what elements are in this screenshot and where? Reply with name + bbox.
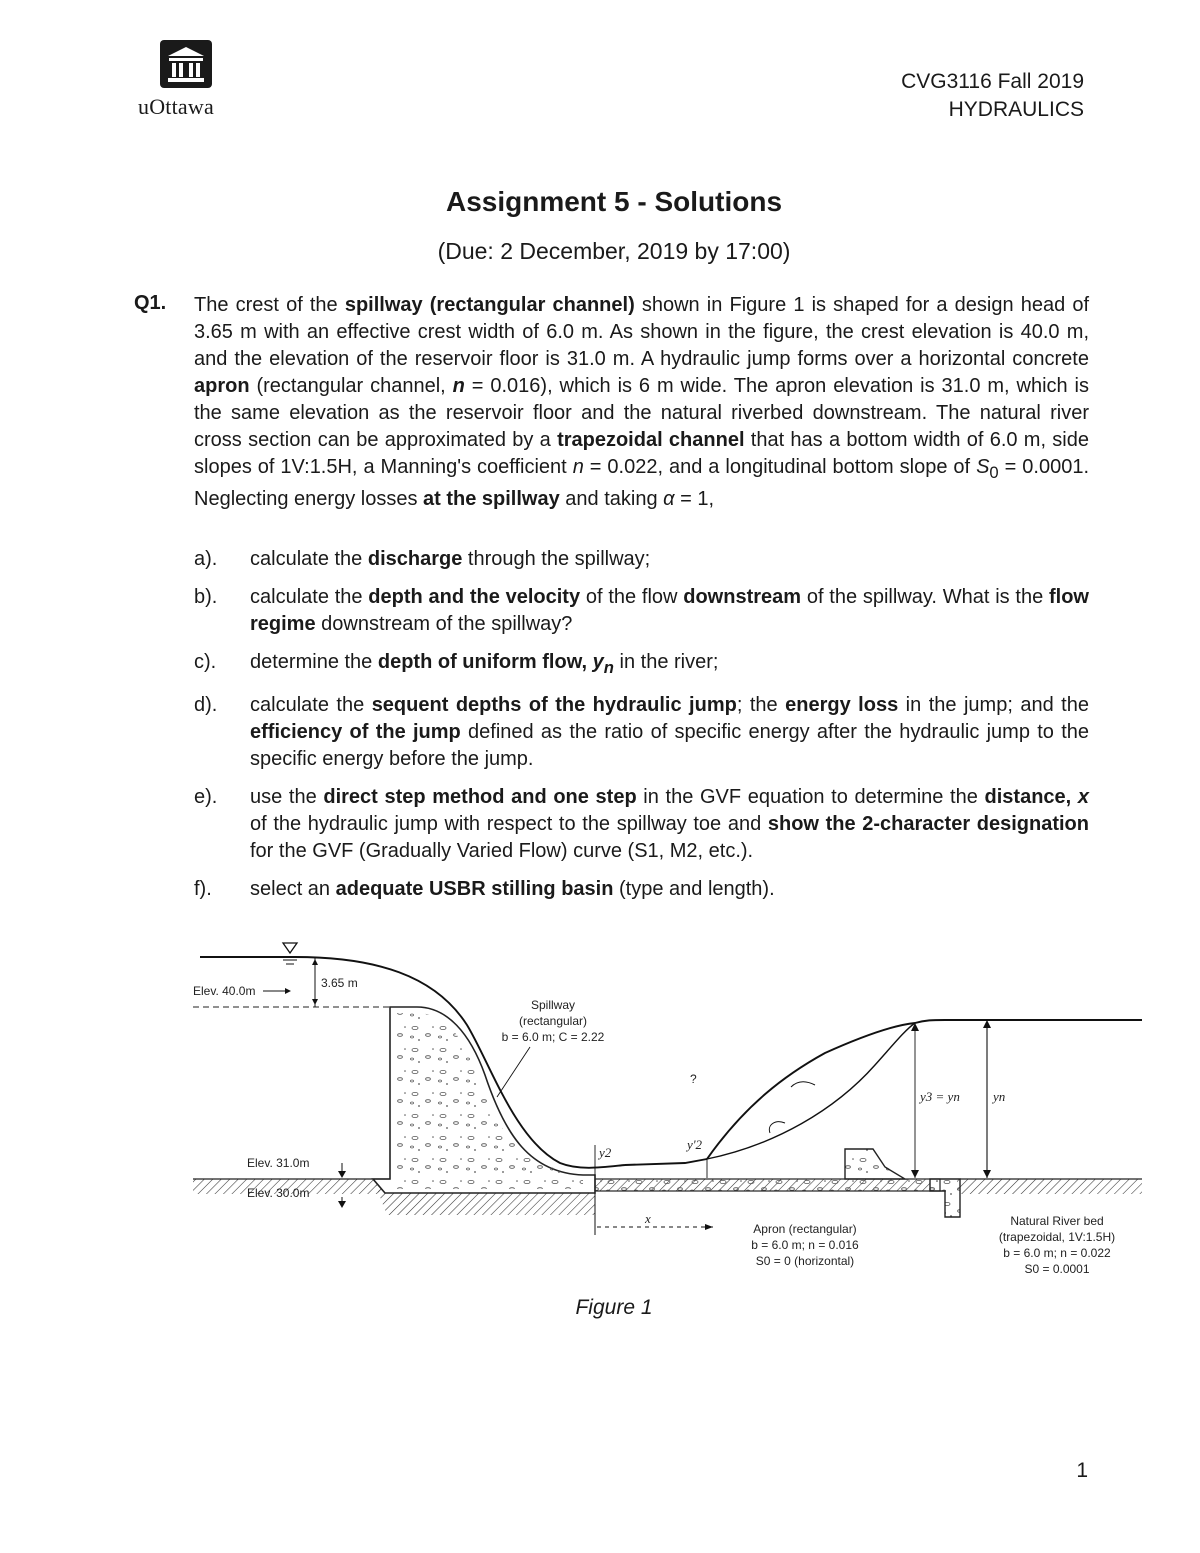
ground-hatch-right [957,1179,1142,1194]
river-label-line4: S0 = 0.0001 [1024,1262,1090,1276]
figure-caption: Figure 1 [575,1296,653,1319]
part-a: a). calculate the discharge through the spillway; [194,548,651,570]
head-label: 3.65 m [321,976,358,990]
river-label-line2: (trapezoidal, 1V:1.5H) [998,1230,1116,1244]
logo-text: uOttawa [138,94,214,119]
river-label-line1: Natural River bed [1010,1214,1104,1228]
hydraulic-jump-roller [707,1023,915,1159]
hydraulic-jump-lower [707,1023,915,1159]
question-mark: ? [690,1072,697,1086]
part-b: b). calculate the depth and the velocity of the flow downstream of the spillway. What is the flow regime downstream of the spillway? [194,586,1089,635]
part-d: d). calculate the sequent depths of the hydraulic jump; the energy loss in the jump; and the efficiency of the jump defined as the ratio of specific energy after the hydraulic jump to the specific energy before the jump. [194,694,1089,770]
part-e: e). use the direct step method and one step in the GVF equation to determine the distance, x of the hydraulic jump with respect to the spillway toe and show the 2-character designation for the GVF (Gradually Varied Flow) curve (S1, M2, etc.). [194,786,1089,862]
course-name: HYDRAULICS [948,98,1084,121]
spillway-label-line3: b = 6.0 m; C = 2.22 [501,1030,605,1044]
page-title: Assignment 5 - Solutions [445,186,783,217]
end-sill [845,1149,905,1179]
river-label-line3: b = 6.0 m; n = 0.022 [1003,1246,1111,1260]
y2-prime-label: y'2 [687,1137,703,1152]
question-parts [194,546,1089,914]
apron-slab [595,1179,940,1191]
water-level-icon [283,943,297,953]
apron-label-line2: b = 6.0 m; n = 0.016 [751,1238,859,1252]
apron-label-line3: S0 = 0 (horizontal) [755,1254,855,1268]
due-date: (Due: 2 December, 2019 by 17:00) [437,238,791,264]
university-building-icon [160,40,212,88]
yn-label: yn [993,1089,1006,1104]
question-label: Q1. [134,292,167,314]
page-number: 1 [1076,1459,1088,1482]
elevation-30-label: Elev. 30.0m [247,1186,310,1200]
elevation-31-label: Elev. 31.0m [247,1156,310,1170]
apron-label-line1: Apron (rectangular) [753,1222,857,1236]
supercritical-flow-surface [625,1159,707,1165]
elevation-40-label: Elev. 40.0m [193,984,256,998]
cutoff-wall [930,1179,960,1217]
course-header [901,68,1084,124]
spillway-label-line1: Spillway [530,998,576,1012]
spillway-label-line2: (rectangular) [518,1014,588,1028]
tailwater-surface [915,1020,1142,1023]
part-f: f). select an adequate USBR stilling basin (type and length). [194,878,775,900]
y2-label: y2 [599,1145,612,1160]
x-distance-label: x [645,1211,651,1226]
question-text: The crest of the spillway (rectangular channel) shown in Figure 1 is shaped for a design head of 3.65 m with an effective crest width of 6.0 m. As shown in the figure, the crest elevation is 40.0 m, and the elevation of the reservoir floor is 31.0 m. A hydraulic jump forms over a horizontal concrete apron (rectangular channel, n = 0.016), which is 6 m wide. The apron elevation is 31.0 m, which is the same elevation as the reservoir floor and the natural riverbed downstream. The natural river cross section can be approximated by a trapezoidal channel that has a bottom width of 6.0 m, side slopes of 1V:1.5H, a Manning's coefficient n = 0.022, and a longitudinal bottom slope of $S_0 = 0.0001$. Neglecting energy losses at the spillway and taking α = 1, [194,294,1090,510]
part-c: c). determine the depth of uniform flow, $y_n$ in the river; [194,651,719,677]
uottawa-logo [138,40,238,120]
course-code: CVG3116 Fall 2019 [901,70,1084,93]
spillway-diagram [185,935,1150,1290]
y3-equals-yn-label: y3 = yn [920,1089,960,1104]
